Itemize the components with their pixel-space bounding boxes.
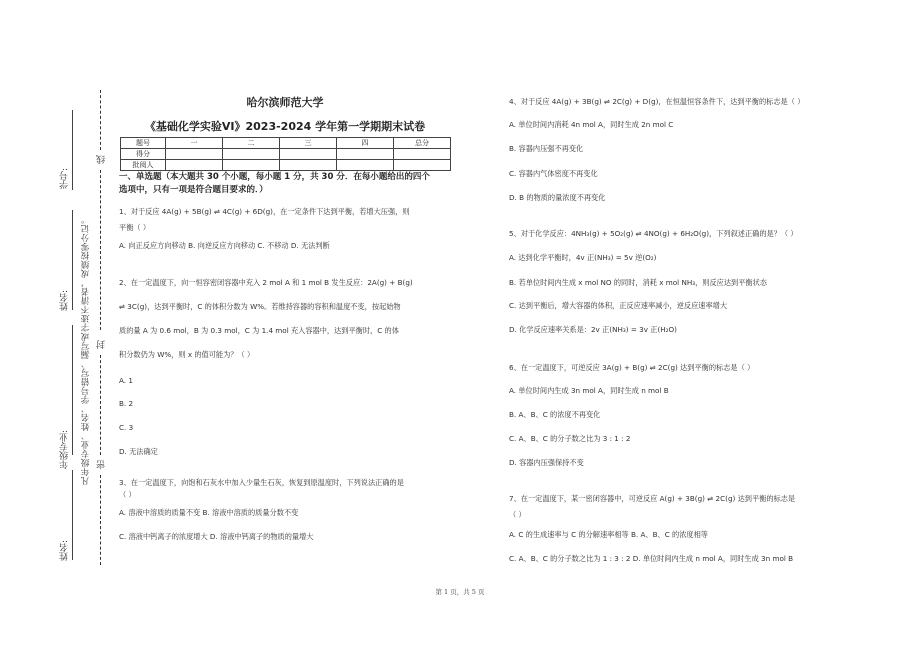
- student-id-label: 学号:: [60, 168, 70, 190]
- name-line-2: [72, 470, 73, 560]
- score-table-cell: [337, 160, 394, 171]
- score-table-row: [121, 160, 451, 171]
- question-line: D. 容器内压强保持不变: [509, 458, 584, 467]
- score-table-cell: 总分: [394, 138, 451, 149]
- score-table-cell: [166, 160, 223, 171]
- question-line: B. A、B、C 的浓度不再变化: [509, 410, 601, 419]
- question-line: C. 达到平衡后，增大容器的体积，正反应速率减小，逆反应速率增大: [509, 301, 728, 310]
- score-table-cell: [280, 149, 337, 160]
- score-table: [120, 137, 451, 171]
- name-label-2: 姓名:: [60, 540, 70, 562]
- question-line: （ ）: [509, 510, 526, 519]
- score-table-header-row: [121, 138, 451, 149]
- section1-title-line1: 一、单选题（本大题共 30 个小题，每小题 1 分，共 30 分．在每小题给出的四个: [119, 172, 430, 182]
- question-line: ⇌ 3C(g)，达到平衡时，C 的体积分数为 W%。若维持容器的容积和温度不变，按起始物: [119, 302, 401, 311]
- student-id-line: [72, 110, 73, 190]
- score-table-cell: [280, 160, 337, 171]
- question-line: D. 无法确定: [119, 447, 158, 456]
- score-table-cell: [166, 149, 223, 160]
- score-table-cell: [337, 149, 394, 160]
- question-line: B. 容器内压强不再变化: [509, 144, 584, 153]
- question-line: D. B 的物质的量浓度不再变化: [509, 193, 606, 202]
- exam-title: 《基础化学实验VI》2023-2024 学年第一学期期末试卷: [144, 120, 426, 133]
- major-line: [72, 325, 73, 455]
- question-line: 平衡（ ）: [119, 223, 151, 232]
- question-line: C. 溶液中钙离子的浓度增大 D. 溶液中钙离子的物质的量增大: [119, 532, 314, 541]
- page-footer: 第 1 页，共 5 页: [435, 588, 485, 596]
- question-line: 积分数仍为 W%，则 x 的值可能为？（ ）: [119, 350, 255, 359]
- seal-char-feng: 封: [97, 340, 107, 349]
- question-line: A. C 的生成速率与 C 的分解速率相等 B. A、B、C 的浓度相等: [509, 530, 708, 539]
- university-name: 哈尔滨师范大学: [246, 96, 324, 109]
- score-table-cell: [223, 160, 280, 171]
- score-table-cell: 题号: [121, 138, 166, 149]
- seal-char-mi: 密: [97, 460, 107, 469]
- score-table-cell: 批阅人: [121, 160, 166, 171]
- seal-char-line: 线: [97, 155, 107, 164]
- score-table-cell: [223, 149, 280, 160]
- seal-line-mid: [100, 170, 101, 330]
- question-line: A. 单位时间内消耗 4n mol A，同时生成 2n mol C: [509, 120, 674, 129]
- question-line: 1、对于反应 4A(g) + 5B(g) ⇌ 4C(g) + 6D(g)，在一定条件下达到平衡，若增大压强，则: [119, 207, 410, 216]
- question-line: 3、在一定温度下，向饱和石灰水中加入少量生石灰，恢复到原温度时，下列说法正确的是: [119, 478, 404, 487]
- seal-line-bottom: [100, 475, 101, 565]
- section1-title-line2: 选项中，只有一项是符合题目要求的．）: [119, 185, 268, 195]
- question-line: D. 化学反应速率关系是：2v 正(NH₃) = 3v 正(H₂O): [509, 325, 677, 334]
- score-table-cell: 二: [223, 138, 280, 149]
- question-line: 5、对于化学反应：4NH₃(g) + 5O₂(g) ⇌ 4NO(g) + 6H₂O(g)，下列叙述正确的是？（ ）: [509, 229, 798, 238]
- score-table-cell: 四: [337, 138, 394, 149]
- question-line: A. 单位时间内生成 3n mol A，同时生成 n mol B: [509, 386, 669, 395]
- name-label-1: 姓名:: [60, 290, 70, 312]
- seal-line-lower: [100, 355, 101, 455]
- score-table-cell: 三: [280, 138, 337, 149]
- major-label: 年级专业:: [60, 430, 70, 470]
- question-line: C. A、B、C 的分子数之比为 1 : 3 : 2 D. 单位时间内生成 n mol A，同时生成 3n mol B: [509, 554, 794, 563]
- score-table-cell: 一: [166, 138, 223, 149]
- question-line: A. 达到化学平衡时，4v 正(NH₃) = 5v 逆(O₂): [509, 253, 657, 262]
- question-line: A. 向正反应方向移动 B. 向逆反应方向移动 C. 不移动 D. 无法判断: [119, 241, 330, 250]
- score-table-cell: [394, 160, 451, 171]
- question-line: C. 容器内气体密度不再变化: [509, 169, 598, 178]
- binding-notice: 凡年级专业、姓名、学号错写、漏写或字迹不清者，成绩按零分记。: [81, 215, 91, 485]
- score-table-cell: [394, 149, 451, 160]
- seal-line-top: [100, 90, 101, 150]
- question-line: 2、在一定温度下，向一恒容密闭容器中充入 2 mol A 和 1 mol B 发生反应：2A(g) + B(g): [119, 278, 413, 287]
- question-line: 7、在一定温度下，某一密闭容器中，可逆反应 A(g) + 3B(g) ⇌ 2C(g) 达到平衡的标志是: [509, 494, 796, 503]
- question-line: 质的量 A 为 0.6 mol，B 为 0.3 mol，C 为 1.4 mol 充入容器中，达到平衡时，C 的体: [119, 326, 399, 335]
- question-line: 6、在一定温度下，可逆反应 3A(g) + B(g) ⇌ 2C(g) 达到平衡的标志是（ ）: [509, 363, 755, 372]
- question-line: B. 若单位时间内生成 x mol NO 的同时，消耗 x mol NH₃，则反应达到平衡状态: [509, 278, 767, 287]
- question-line: B. 2: [119, 399, 134, 408]
- score-table-cell: 得分: [121, 149, 166, 160]
- question-line: 4、对于反应 4A(g) + 3B(g) ⇌ 2C(g) + D(g)，在恒温恒容条件下，达到平衡的标志是（ ）: [509, 97, 805, 106]
- question-line: C. 3: [119, 423, 134, 432]
- question-line: A. 溶液中溶质的质量不变 B. 溶液中溶质的质量分数不变: [119, 508, 299, 517]
- question-line: C. A、B、C 的分子数之比为 3 : 1 : 2: [509, 434, 631, 443]
- score-table-row: [121, 149, 451, 160]
- name-line-1: [72, 210, 73, 310]
- question-line: A. 1: [119, 376, 133, 385]
- question-line: （ ）: [119, 490, 136, 499]
